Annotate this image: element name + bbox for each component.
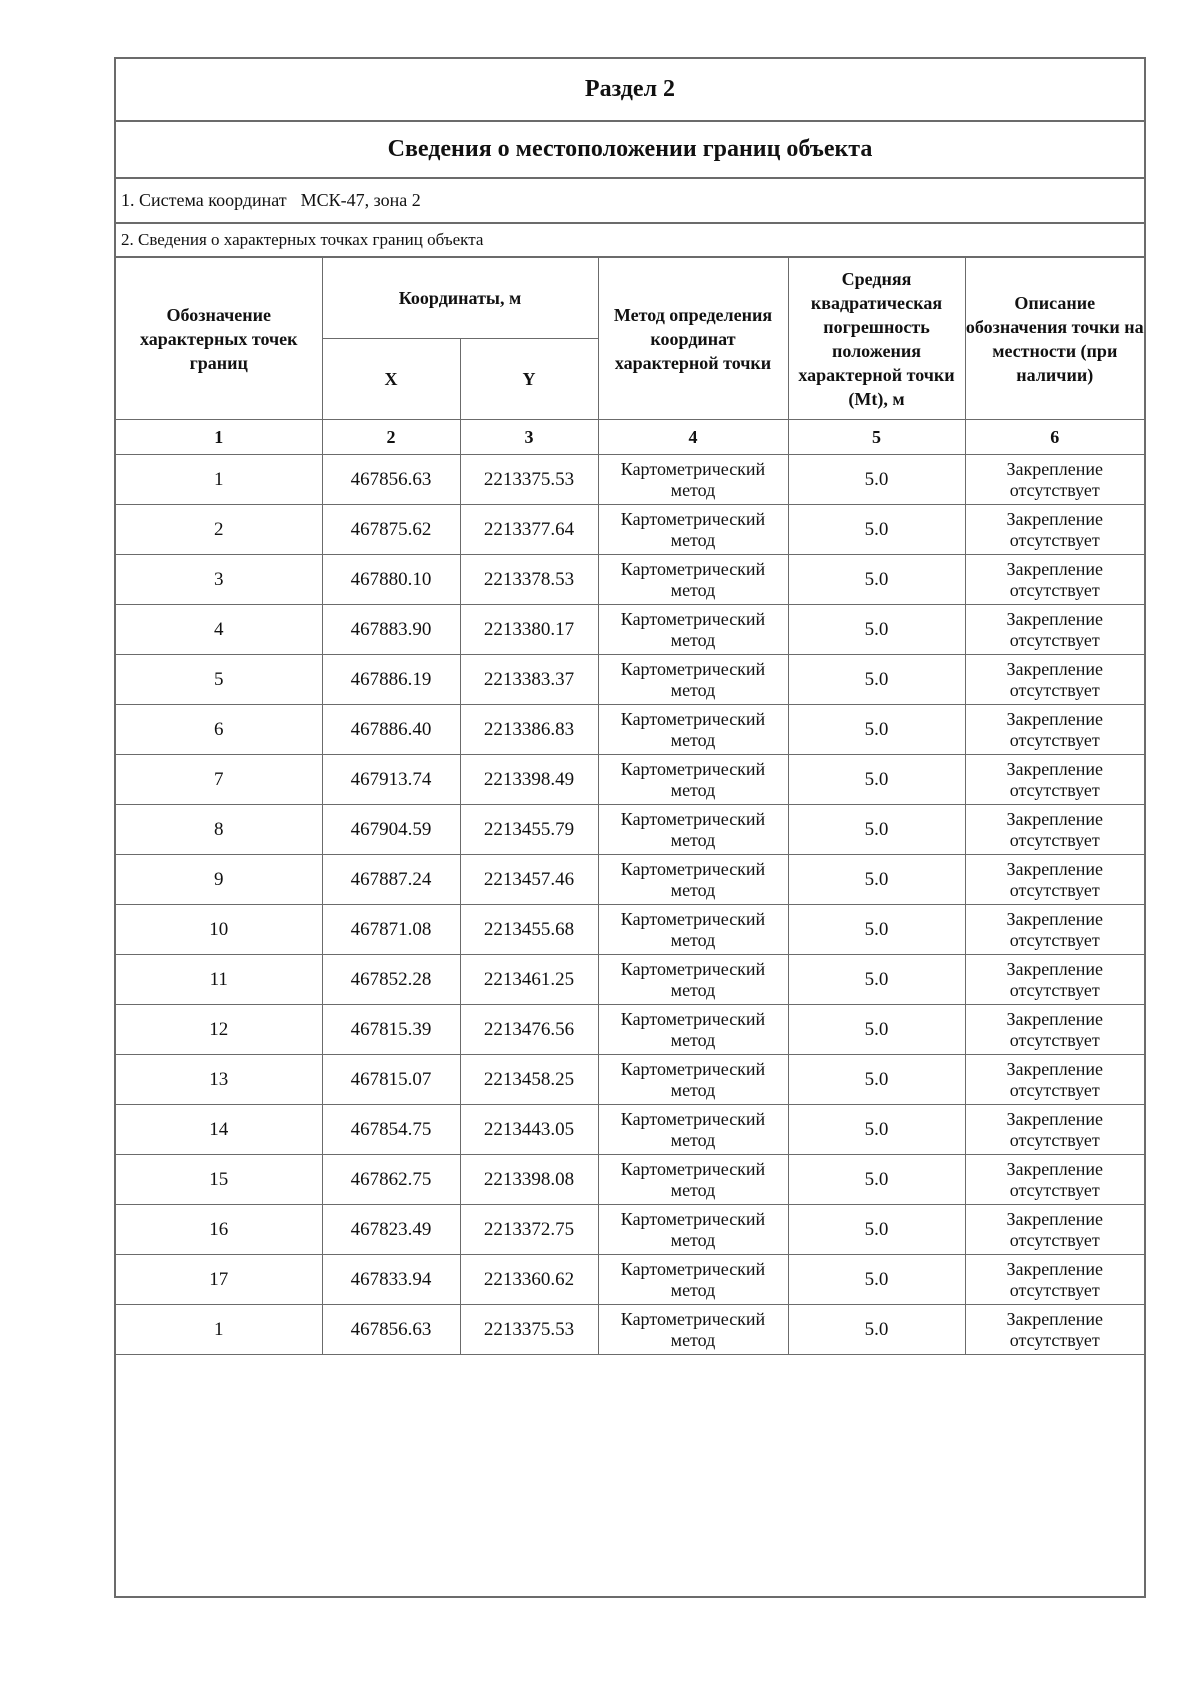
description-line: Закрепление [1006, 458, 1104, 479]
accuracy-value: 5.0 [788, 505, 965, 555]
header-accuracy: Средняя квадратическая погрешность положения характерной точки (Mt), м [788, 258, 965, 420]
method-cell [598, 855, 788, 905]
description-cell [965, 655, 1144, 705]
y-coordinate: 2213386.83 [460, 705, 598, 755]
y-coordinate: 2213476.56 [460, 1005, 598, 1055]
method-line: метод [670, 679, 716, 700]
description-line: отсутствует [1009, 729, 1100, 750]
method-line: метод [670, 629, 716, 650]
table-row [116, 855, 1144, 905]
points-section-heading: 2. Сведения о характерных точках границ объекта [116, 224, 1144, 258]
description-cell [965, 705, 1144, 755]
method-line: метод [670, 829, 716, 850]
x-coordinate: 467904.59 [322, 805, 460, 855]
description-line: Закрепление [1006, 858, 1104, 879]
method-line: Картометрический [620, 708, 766, 729]
description-line: Закрепление [1006, 1058, 1104, 1079]
description-line: отсутствует [1009, 679, 1100, 700]
column-number: 2 [322, 420, 460, 455]
x-coordinate: 467887.24 [322, 855, 460, 905]
point-id: 4 [116, 605, 322, 655]
method-line: Картометрический [620, 608, 766, 629]
method-cell [598, 755, 788, 805]
method-cell [598, 905, 788, 955]
description-line: Закрепление [1006, 808, 1104, 829]
y-coordinate: 2213375.53 [460, 455, 598, 505]
description-cell [965, 1055, 1144, 1105]
method-line: Картометрический [620, 1108, 766, 1129]
description-line: отсутствует [1009, 1329, 1100, 1350]
point-id: 3 [116, 555, 322, 605]
method-line: метод [670, 1329, 716, 1350]
method-line: Картометрический [620, 758, 766, 779]
point-id: 5 [116, 655, 322, 705]
method-line: Картометрический [620, 508, 766, 529]
description-line: отсутствует [1009, 1279, 1100, 1300]
x-coordinate: 467871.08 [322, 905, 460, 955]
method-line: метод [670, 929, 716, 950]
point-id: 6 [116, 705, 322, 755]
description-cell [965, 1205, 1144, 1255]
x-coordinate: 467880.10 [322, 555, 460, 605]
table-row [116, 1305, 1144, 1355]
description-line: Закрепление [1006, 558, 1104, 579]
point-id: 10 [116, 905, 322, 955]
method-line: метод [670, 479, 716, 500]
method-cell [598, 1055, 788, 1105]
header-coordinates: Координаты, м [322, 258, 598, 339]
header-point: Обозначение характерных точек границ [116, 258, 322, 420]
accuracy-value: 5.0 [788, 1105, 965, 1155]
description-line: отсутствует [1009, 879, 1100, 900]
method-line: Картометрический [620, 1208, 766, 1229]
accuracy-value: 5.0 [788, 805, 965, 855]
method-cell [598, 1105, 788, 1155]
description-cell [965, 1305, 1144, 1355]
description-cell [965, 955, 1144, 1005]
point-id: 9 [116, 855, 322, 905]
y-coordinate: 2213455.68 [460, 905, 598, 955]
x-coordinate: 467875.62 [322, 505, 460, 555]
description-cell [965, 605, 1144, 655]
method-line: метод [670, 979, 716, 1000]
x-coordinate: 467886.19 [322, 655, 460, 705]
method-cell [598, 805, 788, 855]
point-id: 8 [116, 805, 322, 855]
description-line: Закрепление [1006, 658, 1104, 679]
method-line: Картометрический [620, 458, 766, 479]
table-row [116, 655, 1144, 705]
method-cell [598, 555, 788, 605]
method-cell [598, 455, 788, 505]
accuracy-value: 5.0 [788, 1055, 965, 1105]
table-row [116, 805, 1144, 855]
point-id: 11 [116, 955, 322, 1005]
accuracy-value: 5.0 [788, 455, 965, 505]
description-line: отсутствует [1009, 1179, 1100, 1200]
accuracy-value: 5.0 [788, 905, 965, 955]
points-table-body [116, 455, 1144, 1355]
point-id: 1 [116, 1305, 322, 1355]
method-line: метод [670, 779, 716, 800]
description-line: отсутствует [1009, 979, 1100, 1000]
accuracy-value: 5.0 [788, 705, 965, 755]
y-coordinate: 2213383.37 [460, 655, 598, 705]
description-line: отсутствует [1009, 1229, 1100, 1250]
coordinate-system-line [116, 179, 1144, 224]
point-id: 12 [116, 1005, 322, 1055]
method-line: Картометрический [620, 558, 766, 579]
description-cell [965, 505, 1144, 555]
method-line: метод [670, 1079, 716, 1100]
y-coordinate: 2213398.49 [460, 755, 598, 805]
description-cell [965, 905, 1144, 955]
method-line: Картометрический [620, 1308, 766, 1329]
accuracy-value: 5.0 [788, 605, 965, 655]
method-cell [598, 955, 788, 1005]
description-cell [965, 805, 1144, 855]
column-number: 1 [116, 420, 322, 455]
point-id: 15 [116, 1155, 322, 1205]
accuracy-value: 5.0 [788, 755, 965, 805]
method-line: Картометрический [620, 1008, 766, 1029]
y-coordinate: 2213443.05 [460, 1105, 598, 1155]
table-row [116, 555, 1144, 605]
coordinate-system-label: 1. Система координат [121, 190, 287, 210]
column-number: 4 [598, 420, 788, 455]
method-cell [598, 505, 788, 555]
description-line: Закрепление [1006, 508, 1104, 529]
x-coordinate: 467833.94 [322, 1255, 460, 1305]
method-cell [598, 705, 788, 755]
accuracy-value: 5.0 [788, 955, 965, 1005]
method-cell [598, 1205, 788, 1255]
header-method: Метод определения координат характерной точки [598, 258, 788, 420]
method-cell [598, 1255, 788, 1305]
y-coordinate: 2213455.79 [460, 805, 598, 855]
method-line: метод [670, 1279, 716, 1300]
accuracy-value: 5.0 [788, 855, 965, 905]
table-row [116, 1155, 1144, 1205]
description-cell [965, 1155, 1144, 1205]
description-line: Закрепление [1006, 908, 1104, 929]
column-number: 6 [965, 420, 1144, 455]
y-coordinate: 2213398.08 [460, 1155, 598, 1205]
method-line: метод [670, 1129, 716, 1150]
x-coordinate: 467886.40 [322, 705, 460, 755]
x-coordinate: 467815.07 [322, 1055, 460, 1105]
y-coordinate: 2213378.53 [460, 555, 598, 605]
accuracy-value: 5.0 [788, 1005, 965, 1055]
table-row [116, 505, 1144, 555]
table-row [116, 955, 1144, 1005]
description-line: Закрепление [1006, 1108, 1104, 1129]
description-cell [965, 1255, 1144, 1305]
description-line: Закрепление [1006, 1008, 1104, 1029]
section-title: Раздел 2 [116, 59, 1144, 122]
method-line: Картометрический [620, 908, 766, 929]
point-id: 17 [116, 1255, 322, 1305]
description-line: отсутствует [1009, 579, 1100, 600]
accuracy-value: 5.0 [788, 555, 965, 605]
table-row [116, 455, 1144, 505]
x-coordinate: 467852.28 [322, 955, 460, 1005]
table-row [116, 1255, 1144, 1305]
method-cell [598, 655, 788, 705]
boundary-points-table [116, 258, 1144, 1355]
x-coordinate: 467862.75 [322, 1155, 460, 1205]
coordinate-system-value: МСК-47, зона 2 [300, 190, 421, 210]
x-coordinate: 467856.63 [322, 1305, 460, 1355]
description-line: отсутствует [1009, 1129, 1100, 1150]
description-line: отсутствует [1009, 1079, 1100, 1100]
table-row [116, 705, 1144, 755]
description-line: Закрепление [1006, 758, 1104, 779]
description-line: отсутствует [1009, 529, 1100, 550]
x-coordinate: 467856.63 [322, 455, 460, 505]
method-line: метод [670, 879, 716, 900]
y-coordinate: 2213458.25 [460, 1055, 598, 1105]
y-coordinate: 2213377.64 [460, 505, 598, 555]
column-number: 5 [788, 420, 965, 455]
accuracy-value: 5.0 [788, 1305, 965, 1355]
table-row [116, 905, 1144, 955]
column-number: 3 [460, 420, 598, 455]
description-line: Закрепление [1006, 608, 1104, 629]
y-coordinate: 2213457.46 [460, 855, 598, 905]
method-line: метод [670, 1229, 716, 1250]
description-cell [965, 855, 1144, 905]
point-id: 16 [116, 1205, 322, 1255]
description-line: Закрепление [1006, 708, 1104, 729]
header-y: Y [460, 339, 598, 420]
description-line: отсутствует [1009, 629, 1100, 650]
description-cell [965, 1005, 1144, 1055]
description-line: Закрепление [1006, 1158, 1104, 1179]
x-coordinate: 467823.49 [322, 1205, 460, 1255]
description-cell [965, 455, 1144, 505]
description-line: Закрепление [1006, 1208, 1104, 1229]
point-id: 1 [116, 455, 322, 505]
point-id: 13 [116, 1055, 322, 1105]
x-coordinate: 467815.39 [322, 1005, 460, 1055]
document-frame [114, 57, 1146, 1598]
method-line: метод [670, 1179, 716, 1200]
y-coordinate: 2213360.62 [460, 1255, 598, 1305]
description-line: отсутствует [1009, 929, 1100, 950]
description-line: отсутствует [1009, 479, 1100, 500]
header-x: X [322, 339, 460, 420]
description-line: отсутствует [1009, 1029, 1100, 1050]
x-coordinate: 467913.74 [322, 755, 460, 805]
method-line: Картометрический [620, 1258, 766, 1279]
y-coordinate: 2213375.53 [460, 1305, 598, 1355]
method-line: метод [670, 1029, 716, 1050]
description-line: Закрепление [1006, 1258, 1104, 1279]
table-row [116, 1055, 1144, 1105]
method-line: метод [670, 579, 716, 600]
point-id: 14 [116, 1105, 322, 1155]
method-line: метод [670, 529, 716, 550]
y-coordinate: 2213380.17 [460, 605, 598, 655]
point-id: 7 [116, 755, 322, 805]
method-cell [598, 1155, 788, 1205]
method-cell [598, 1305, 788, 1355]
table-row [116, 755, 1144, 805]
table-row [116, 1105, 1144, 1155]
x-coordinate: 467854.75 [322, 1105, 460, 1155]
y-coordinate: 2213461.25 [460, 955, 598, 1005]
table-row [116, 605, 1144, 655]
header-description: Описание обозначения точки на местности (при наличии) [965, 258, 1144, 420]
description-cell [965, 1105, 1144, 1155]
table-row [116, 1005, 1144, 1055]
method-line: Картометрический [620, 1158, 766, 1179]
method-cell [598, 605, 788, 655]
method-line: Картометрический [620, 1058, 766, 1079]
table-row [116, 1205, 1144, 1255]
y-coordinate: 2213372.75 [460, 1205, 598, 1255]
object-boundaries-title: Сведения о местоположении границ объекта [116, 122, 1144, 179]
description-line: Закрепление [1006, 1308, 1104, 1329]
accuracy-value: 5.0 [788, 1155, 965, 1205]
accuracy-value: 5.0 [788, 1205, 965, 1255]
description-line: отсутствует [1009, 779, 1100, 800]
point-id: 2 [116, 505, 322, 555]
accuracy-value: 5.0 [788, 655, 965, 705]
method-line: Картометрический [620, 858, 766, 879]
x-coordinate: 467883.90 [322, 605, 460, 655]
description-cell [965, 755, 1144, 805]
method-line: Картометрический [620, 958, 766, 979]
description-line: Закрепление [1006, 958, 1104, 979]
accuracy-value: 5.0 [788, 1255, 965, 1305]
description-line: отсутствует [1009, 829, 1100, 850]
method-line: Картометрический [620, 658, 766, 679]
method-line: метод [670, 729, 716, 750]
method-cell [598, 1005, 788, 1055]
description-cell [965, 555, 1144, 605]
method-line: Картометрический [620, 808, 766, 829]
